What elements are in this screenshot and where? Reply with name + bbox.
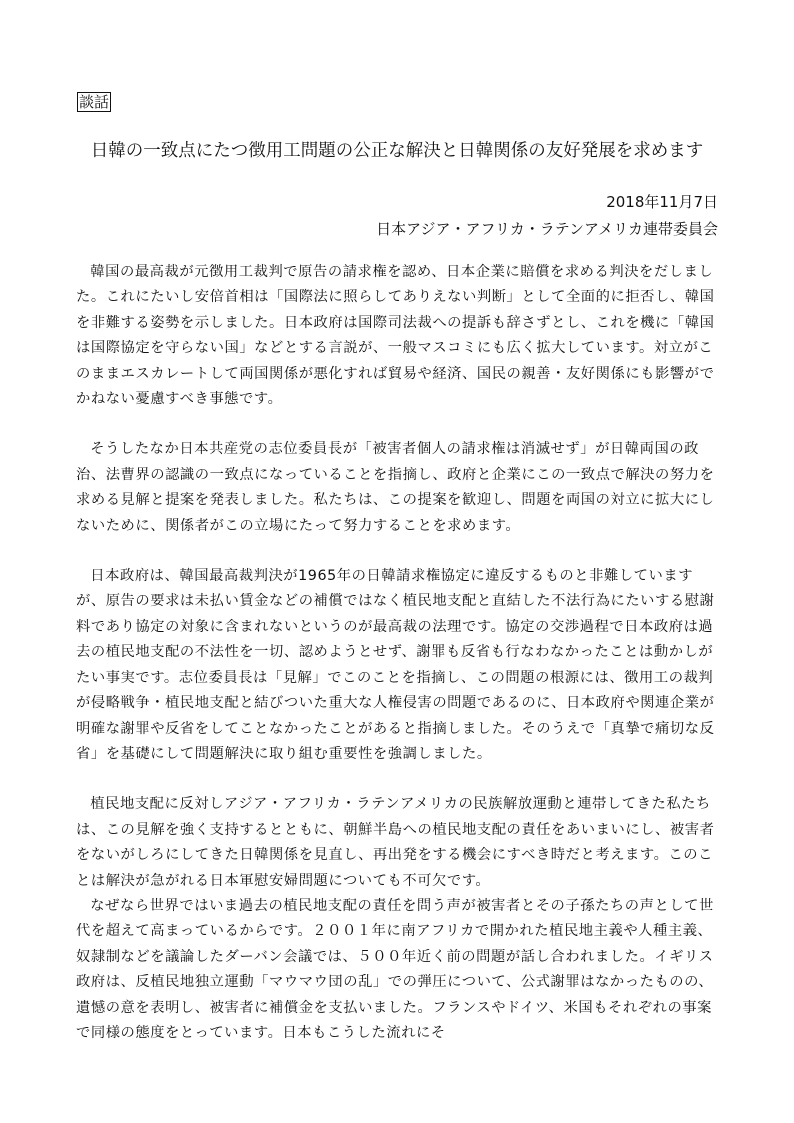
paragraph-spacer	[76, 412, 720, 437]
paragraph-1: 韓国の最高裁が元徴用工裁判で原告の請求権を認め、日本企業に賠償を求める判決をだしました。これにたいし安倍首相は「国際法に照らしてありえない判断」として全面的に拒否し、韓国を非難する姿勢を示しました。日本政府は国際司法裁への提訴も辞さずとし、これを機に「韓国は国際協定を守らない国」などとする言説が、一般マスコミにも広く拡大しています。対立がこのままエスカレートして両国関係が悪化すれば貿易や経済、国民の親善・友好関係にも影響がでかねない憂慮すべき事態です。	[76, 264, 715, 408]
document-body	[76, 260, 720, 1046]
document-meta	[376, 189, 718, 243]
paragraph-5: なぜなら世界ではいま過去の植民地支配の責任を問う声が被害者とその子孫たちの声として世代を超えて高まっているからです。２００１年に南アフリカで開かれた植民地主義や人種主義、奴隷制などを議論したダーバン会議では、５００年近く前の問題が話し合われました。イギリス政府は、反植民地独立運動「マウマウ団の乱」での弾圧について、公式謝罪はなかったものの、遺憾の意を表明し、被害者に補償金を支払いました。フランスやドイツ、米国もそれぞれの事案で同様の態度をとっています。日本もこうした流れにそ	[76, 897, 714, 1041]
document-title: 日韓の一致点にたつ徴用工問題の公正な解決と日韓関係の友好発展を求めます	[90, 141, 704, 161]
statement-tag: 談話	[79, 93, 110, 111]
paragraph-4: 植民地支配に反対しアジア・アフリカ・ラテンアメリカの民族解放運動と連帯してきた私たちは、この見解を強く支持するとともに、朝鮮半島への植民地支配の責任をあいまいにし、被害者をないがしろにしてきた日韓関係を見直し、再出発をする機会にすべき時だと考えます。このことは解決が急がれる日本軍慰安婦問題についても不可欠です。	[76, 796, 715, 889]
document-date: 2018年11月7日	[606, 193, 718, 211]
paragraph-spacer	[76, 767, 720, 792]
paragraph-2: そうしたなか日本共産党の志位委員長が「被害者個人の請求権は消滅せず」が日韓両国の政治、法曹界の認識の一致点になっていることを指摘し、政府と企業にこの一致点で解決の努力を求める見解と提案を発表しました。私たちは、この提案を歓迎し、問題を両国の対立に拡大にしないために、関係者がこの立場にたって努力することを求めます。	[76, 441, 715, 534]
paragraph-spacer	[76, 539, 720, 564]
document-organization: 日本アジア・アフリカ・ラテンアメリカ連帯委員会	[376, 220, 718, 238]
paragraph-3: 日本政府は、韓国最高裁判決が1965年の日韓請求権協定に違反するものと非難していますが、原告の要求は未払い賃金などの補償ではなく植民地支配と直結した不法行為にたいする慰謝料であり協定の対象に含まれないというのが最高裁の法理です。協定の交渉過程で日本政府は過去の植民地支配の不法性を一切、認めようとせず、謝罪も反省も行なわなかったことは動かしがたい事実です。志位委員長は「見解」でこのことを指摘し、この問題の根源には、徴用工の裁判が侵略戦争・植民地支配と結びついた重大な人権侵害の問題であるのに、日本政府や関連企業が明確な謝罪や反省をしてことなかったことがあると指摘しました。そのうえで「真摯で痛切な反省」を基礎にして問題解決に取り組む重要性を強調しました。	[76, 568, 715, 762]
